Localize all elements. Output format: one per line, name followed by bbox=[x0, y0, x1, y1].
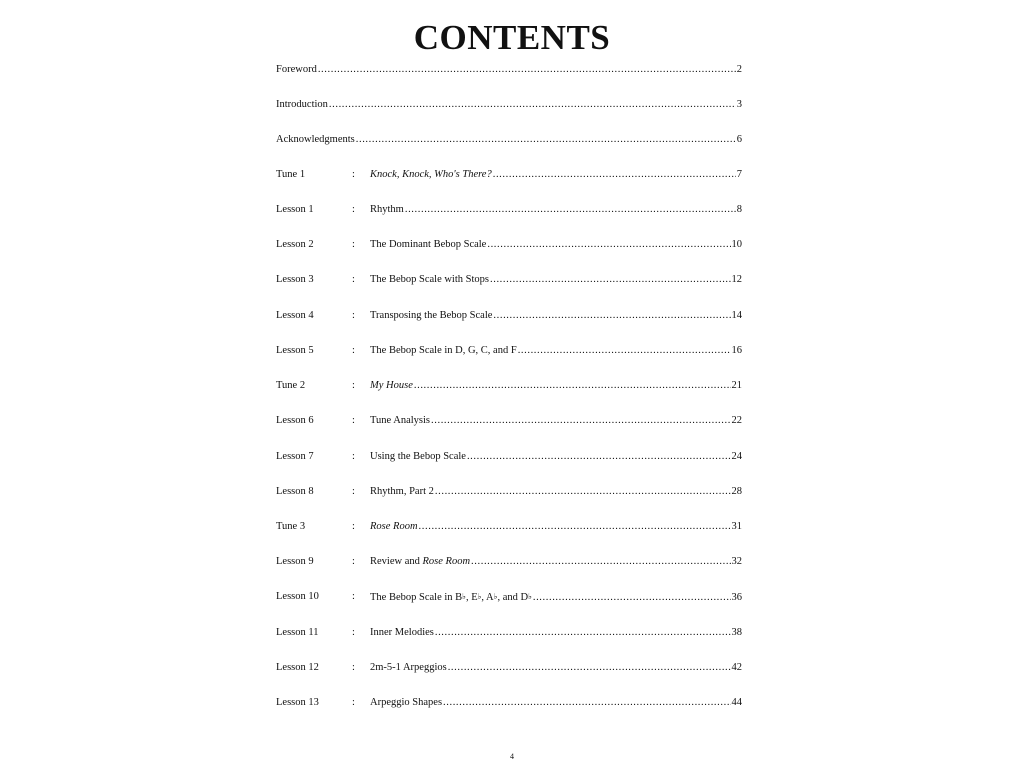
toc-entry-title: 2m-5-1 Arpeggios bbox=[370, 662, 447, 673]
toc-entry-title-part: , E bbox=[465, 592, 478, 603]
dot-leader bbox=[405, 202, 736, 218]
toc-entry-page: 28 bbox=[731, 486, 742, 497]
toc-entry-title bbox=[370, 554, 471, 570]
toc-entry-lesson-2 bbox=[276, 237, 742, 253]
toc-entry-label: Lesson 11 bbox=[276, 627, 319, 638]
dot-leader bbox=[493, 167, 736, 183]
toc-entry-separator: : bbox=[352, 627, 355, 638]
toc-entry-label: Lesson 1 bbox=[276, 204, 314, 215]
toc-entry-title: Foreword bbox=[276, 64, 317, 75]
toc-entry-lesson-8 bbox=[276, 484, 742, 500]
toc-entry-lesson-3 bbox=[276, 272, 742, 288]
toc-entry-title-part: , A bbox=[481, 592, 494, 603]
toc-entry-page: 3 bbox=[736, 99, 742, 110]
dot-leader bbox=[487, 237, 730, 253]
dot-leader bbox=[435, 484, 731, 500]
toc-entry-lesson-9 bbox=[276, 554, 742, 570]
toc-entry-page: 44 bbox=[731, 697, 742, 708]
toc-entry-label: Tune 3 bbox=[276, 521, 306, 532]
toc-entry-label: Lesson 3 bbox=[276, 274, 314, 285]
toc-entry-title: Acknowledgments bbox=[276, 134, 355, 145]
dot-leader bbox=[435, 625, 731, 641]
toc-entry-label: Lesson 7 bbox=[276, 451, 314, 462]
toc-entry-separator: : bbox=[352, 521, 355, 532]
toc-entry-page: 14 bbox=[731, 310, 742, 321]
toc-entry-separator: : bbox=[352, 697, 355, 708]
toc-entry-title: Rhythm, Part 2 bbox=[370, 486, 434, 497]
toc-entry-separator: : bbox=[352, 662, 355, 673]
flat-symbol: ♭ bbox=[528, 592, 532, 601]
dot-leader bbox=[414, 378, 731, 394]
toc-entry-page: 16 bbox=[731, 345, 742, 356]
toc-entry-separator: : bbox=[352, 591, 355, 602]
dot-leader bbox=[493, 308, 730, 324]
dot-leader bbox=[471, 554, 730, 570]
toc-entry-page: 22 bbox=[731, 415, 742, 426]
toc-entry-separator: : bbox=[352, 204, 355, 215]
toc-entry-label: Lesson 13 bbox=[276, 697, 319, 708]
toc-entry-separator: : bbox=[352, 380, 355, 391]
toc-entry-page: 21 bbox=[731, 380, 742, 391]
toc-entry-acknowledgments bbox=[276, 132, 742, 148]
toc-entry-title: Knock, Knock, Who's There? bbox=[370, 169, 492, 180]
toc-entry-label: Lesson 10 bbox=[276, 591, 319, 602]
toc-entry-title: My House bbox=[370, 380, 413, 391]
toc-entry-label: Lesson 4 bbox=[276, 310, 314, 321]
dot-leader bbox=[419, 519, 731, 535]
dot-leader bbox=[518, 343, 731, 359]
toc-entry-title: Arpeggio Shapes bbox=[370, 697, 443, 708]
toc-entry-title-part: The Bebop Scale in B bbox=[370, 592, 463, 603]
toc-entry-page: 36 bbox=[731, 592, 742, 603]
toc-entry-lesson-4 bbox=[276, 308, 742, 324]
toc-entry-lesson-11 bbox=[276, 625, 742, 641]
dot-leader bbox=[448, 660, 731, 676]
toc-entry-label: Tune 1 bbox=[276, 169, 306, 180]
toc-entry-page: 8 bbox=[736, 204, 742, 215]
toc-entry-label: Tune 2 bbox=[276, 380, 306, 391]
toc-entry-separator: : bbox=[352, 556, 355, 567]
toc-entry-tune-2 bbox=[276, 378, 742, 394]
toc-entry-separator: : bbox=[352, 274, 355, 285]
dot-leader bbox=[467, 449, 731, 465]
dot-leader bbox=[329, 97, 736, 113]
toc-entry-tune-3 bbox=[276, 519, 742, 535]
toc-entry-title: Introduction bbox=[276, 99, 328, 110]
toc-entry-separator: : bbox=[352, 415, 355, 426]
toc-entry-foreword bbox=[276, 62, 742, 78]
page-title: CONTENTS bbox=[413, 18, 611, 57]
toc-entry-lesson-6 bbox=[276, 413, 742, 429]
toc-entry-page: 32 bbox=[731, 556, 742, 567]
page-number: 4 bbox=[510, 752, 514, 761]
toc-entry-label: Lesson 5 bbox=[276, 345, 314, 356]
toc-entry-lesson-5 bbox=[276, 343, 742, 359]
toc-entry-separator: : bbox=[352, 486, 355, 497]
toc-entry-lesson-12 bbox=[276, 660, 742, 676]
toc-entry-title-part: , and D bbox=[497, 592, 529, 603]
toc-entry-title bbox=[370, 589, 533, 606]
toc-entry-page: 24 bbox=[731, 451, 742, 462]
toc-entry-separator: : bbox=[352, 451, 355, 462]
toc-entry-title: Using the Bebop Scale bbox=[370, 451, 466, 462]
toc-entry-label: Lesson 12 bbox=[276, 662, 319, 673]
toc-entry-page: 2 bbox=[736, 64, 742, 75]
toc-entry-label: Lesson 6 bbox=[276, 415, 314, 426]
toc-entry-introduction bbox=[276, 97, 742, 113]
flat-symbol: ♭ bbox=[477, 592, 482, 601]
toc-entry-page: 7 bbox=[736, 169, 742, 180]
toc-entry-page: 31 bbox=[731, 521, 742, 532]
toc-entry-title: The Bebop Scale in D, G, C, and F bbox=[370, 345, 517, 356]
toc-entry-label: Lesson 8 bbox=[276, 486, 314, 497]
dot-leader bbox=[443, 695, 730, 711]
toc-entry-page: 6 bbox=[736, 134, 742, 145]
toc-entry-title-tune: Rose Room bbox=[422, 556, 471, 567]
dot-leader bbox=[318, 62, 736, 78]
toc-entry-lesson-10 bbox=[276, 589, 742, 605]
toc-entry-lesson-1 bbox=[276, 202, 742, 218]
toc-entry-lesson-7 bbox=[276, 449, 742, 465]
dot-leader bbox=[356, 132, 736, 148]
toc-entry-separator: : bbox=[352, 310, 355, 321]
toc-entry-label: Lesson 2 bbox=[276, 239, 314, 250]
toc-entry-title: Tune Analysis bbox=[370, 415, 431, 426]
toc-entry-tune-1 bbox=[276, 167, 742, 183]
toc-entry-page: 12 bbox=[731, 274, 742, 285]
toc-entry-page: 42 bbox=[731, 662, 742, 673]
toc-entry-title: The Dominant Bebop Scale bbox=[370, 239, 487, 250]
toc-entry-lesson-13 bbox=[276, 695, 742, 711]
toc-entry-page: 10 bbox=[731, 239, 742, 250]
toc-entry-label: Lesson 9 bbox=[276, 556, 314, 567]
toc-entry-separator: : bbox=[352, 239, 355, 250]
flat-symbol: ♭ bbox=[493, 592, 498, 601]
toc-entry-title: Inner Melodies bbox=[370, 627, 434, 638]
flat-symbol: ♭ bbox=[462, 592, 466, 601]
toc-entry-separator: : bbox=[352, 169, 355, 180]
toc-entry-title: The Bebop Scale with Stops bbox=[370, 274, 489, 285]
dot-leader bbox=[490, 272, 731, 288]
toc-entry-page: 38 bbox=[731, 627, 742, 638]
dot-leader bbox=[431, 413, 730, 429]
toc-entry-separator: : bbox=[352, 345, 355, 356]
toc-entry-title: Rhythm bbox=[370, 204, 404, 215]
toc-entry-title: Rose Room bbox=[370, 521, 418, 532]
toc-entry-title-prefix: Review and bbox=[370, 556, 423, 567]
dot-leader bbox=[533, 590, 731, 606]
toc-entry-title: Transposing the Bebop Scale bbox=[370, 310, 493, 321]
